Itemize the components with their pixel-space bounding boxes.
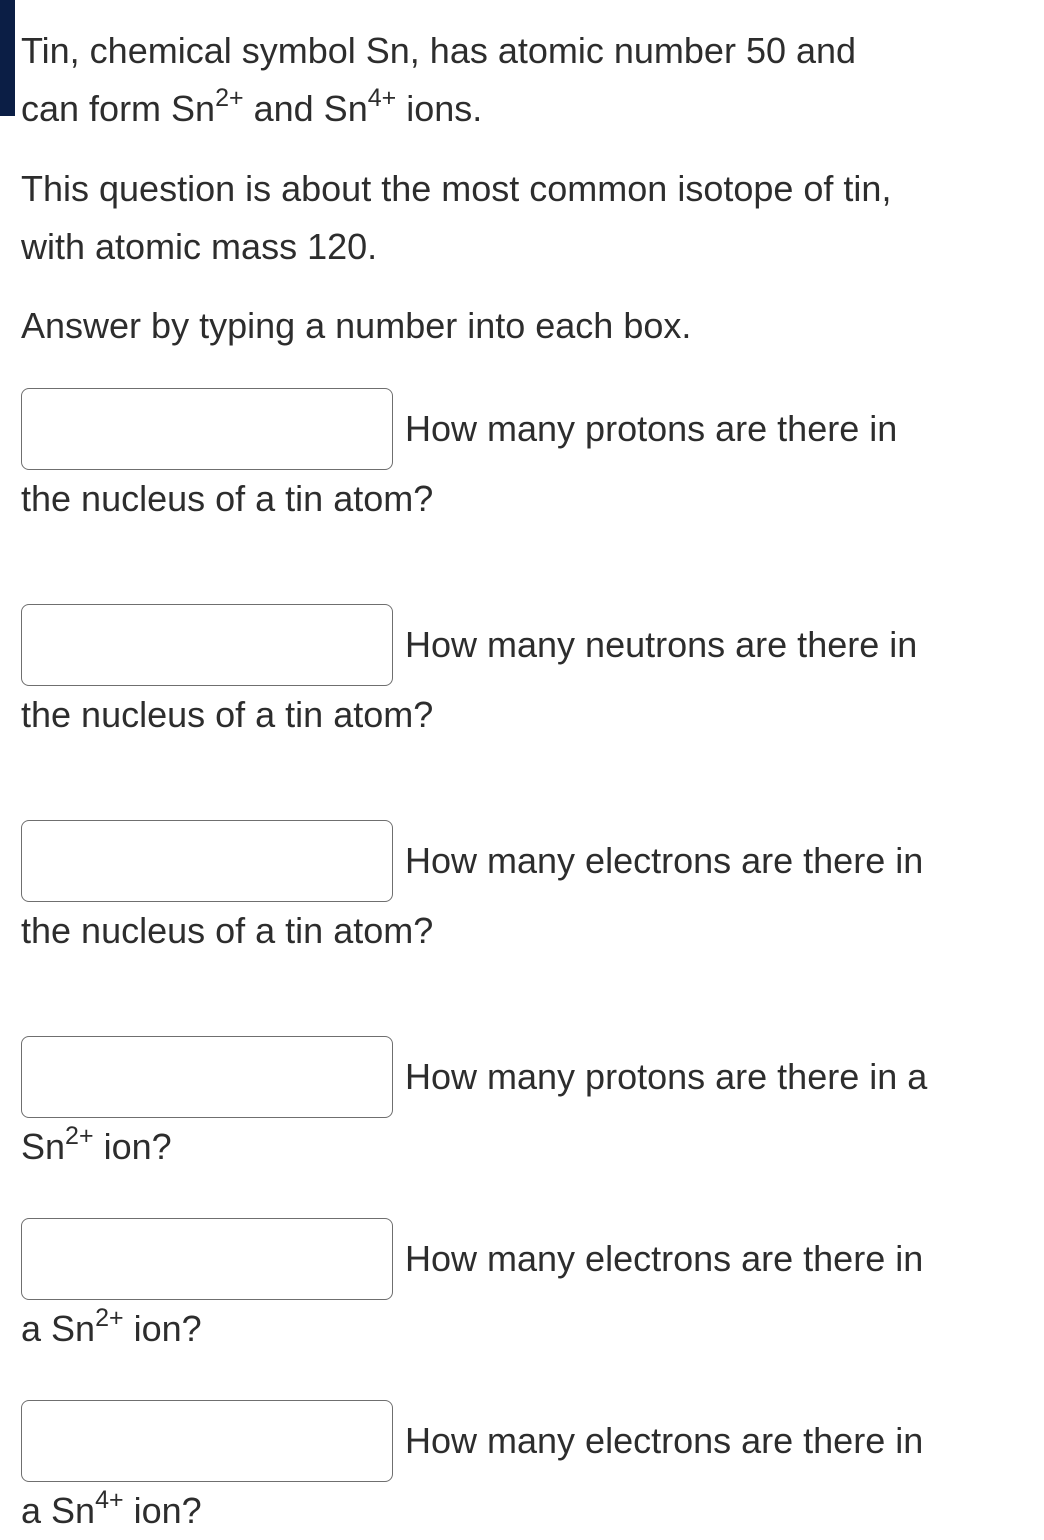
- ion-prefix: a Sn: [21, 1490, 96, 1531]
- question-electrons-sn2-ion: [21, 1218, 1021, 1358]
- question-content: [21, 22, 1021, 1540]
- question-text-line1: How many protons are there in a: [405, 1056, 928, 1097]
- instructions-text: Answer by typing a number into each box.: [21, 305, 692, 346]
- question-text-line2: the nucleus of a tin atom?: [21, 694, 434, 735]
- charge-superscript: 4+: [367, 84, 397, 112]
- question-neutrons-atom: [21, 604, 1021, 744]
- question-text-line1: How many electrons are there in: [405, 1238, 924, 1279]
- topic-line-b: with atomic mass 120.: [21, 226, 378, 267]
- answer-input-protons-sn2-ion[interactable]: [21, 1036, 393, 1118]
- intro-line-a: Tin, chemical symbol Sn, has atomic number 50 and: [21, 30, 857, 71]
- answer-input-protons-atom[interactable]: [21, 388, 393, 470]
- charge-superscript: 4+: [95, 1486, 124, 1514]
- answer-input-electrons-atom[interactable]: [21, 820, 393, 902]
- intro-paragraph: [21, 22, 1021, 138]
- ion-prefix: Sn: [21, 1126, 66, 1167]
- question-text-line1: How many protons are there in: [405, 408, 898, 449]
- question-text-line2: [21, 1300, 1021, 1358]
- topic-line-a: This question is about the most common isotope of tin,: [21, 168, 892, 209]
- answer-input-neutrons-atom[interactable]: [21, 604, 393, 686]
- charge-superscript: 2+: [65, 1122, 94, 1150]
- answer-input-electrons-sn4-ion[interactable]: [21, 1400, 393, 1482]
- question-text-line1: How many electrons are there in: [405, 1420, 924, 1461]
- topic-paragraph: [21, 160, 1021, 276]
- answer-input-electrons-sn2-ion[interactable]: [21, 1218, 393, 1300]
- intro-line-b-mid: and Sn: [243, 88, 368, 129]
- question-protons-sn2-ion: [21, 1036, 1021, 1176]
- intro-line-b-prefix: can form Sn: [21, 88, 216, 129]
- ion-suffix: ion?: [93, 1126, 172, 1167]
- question-text-line2: the nucleus of a tin atom?: [21, 478, 434, 519]
- ion-suffix: ion?: [123, 1308, 202, 1349]
- accent-bar: [0, 0, 15, 116]
- question-text-line2: [21, 1482, 1021, 1540]
- question-text-line1: How many neutrons are there in: [405, 624, 918, 665]
- question-text-line1: How many electrons are there in: [405, 840, 924, 881]
- intro-line-b-suffix: ions.: [396, 88, 483, 129]
- question-electrons-sn4-ion: [21, 1400, 1021, 1540]
- question-electrons-atom: [21, 820, 1021, 960]
- ion-suffix: ion?: [123, 1490, 202, 1531]
- question-protons-atom: [21, 388, 1021, 528]
- charge-superscript: 2+: [95, 1304, 124, 1332]
- question-text-line2: [21, 1118, 1021, 1176]
- question-text-line2: the nucleus of a tin atom?: [21, 910, 434, 951]
- ion-prefix: a Sn: [21, 1308, 96, 1349]
- charge-superscript: 2+: [215, 84, 244, 112]
